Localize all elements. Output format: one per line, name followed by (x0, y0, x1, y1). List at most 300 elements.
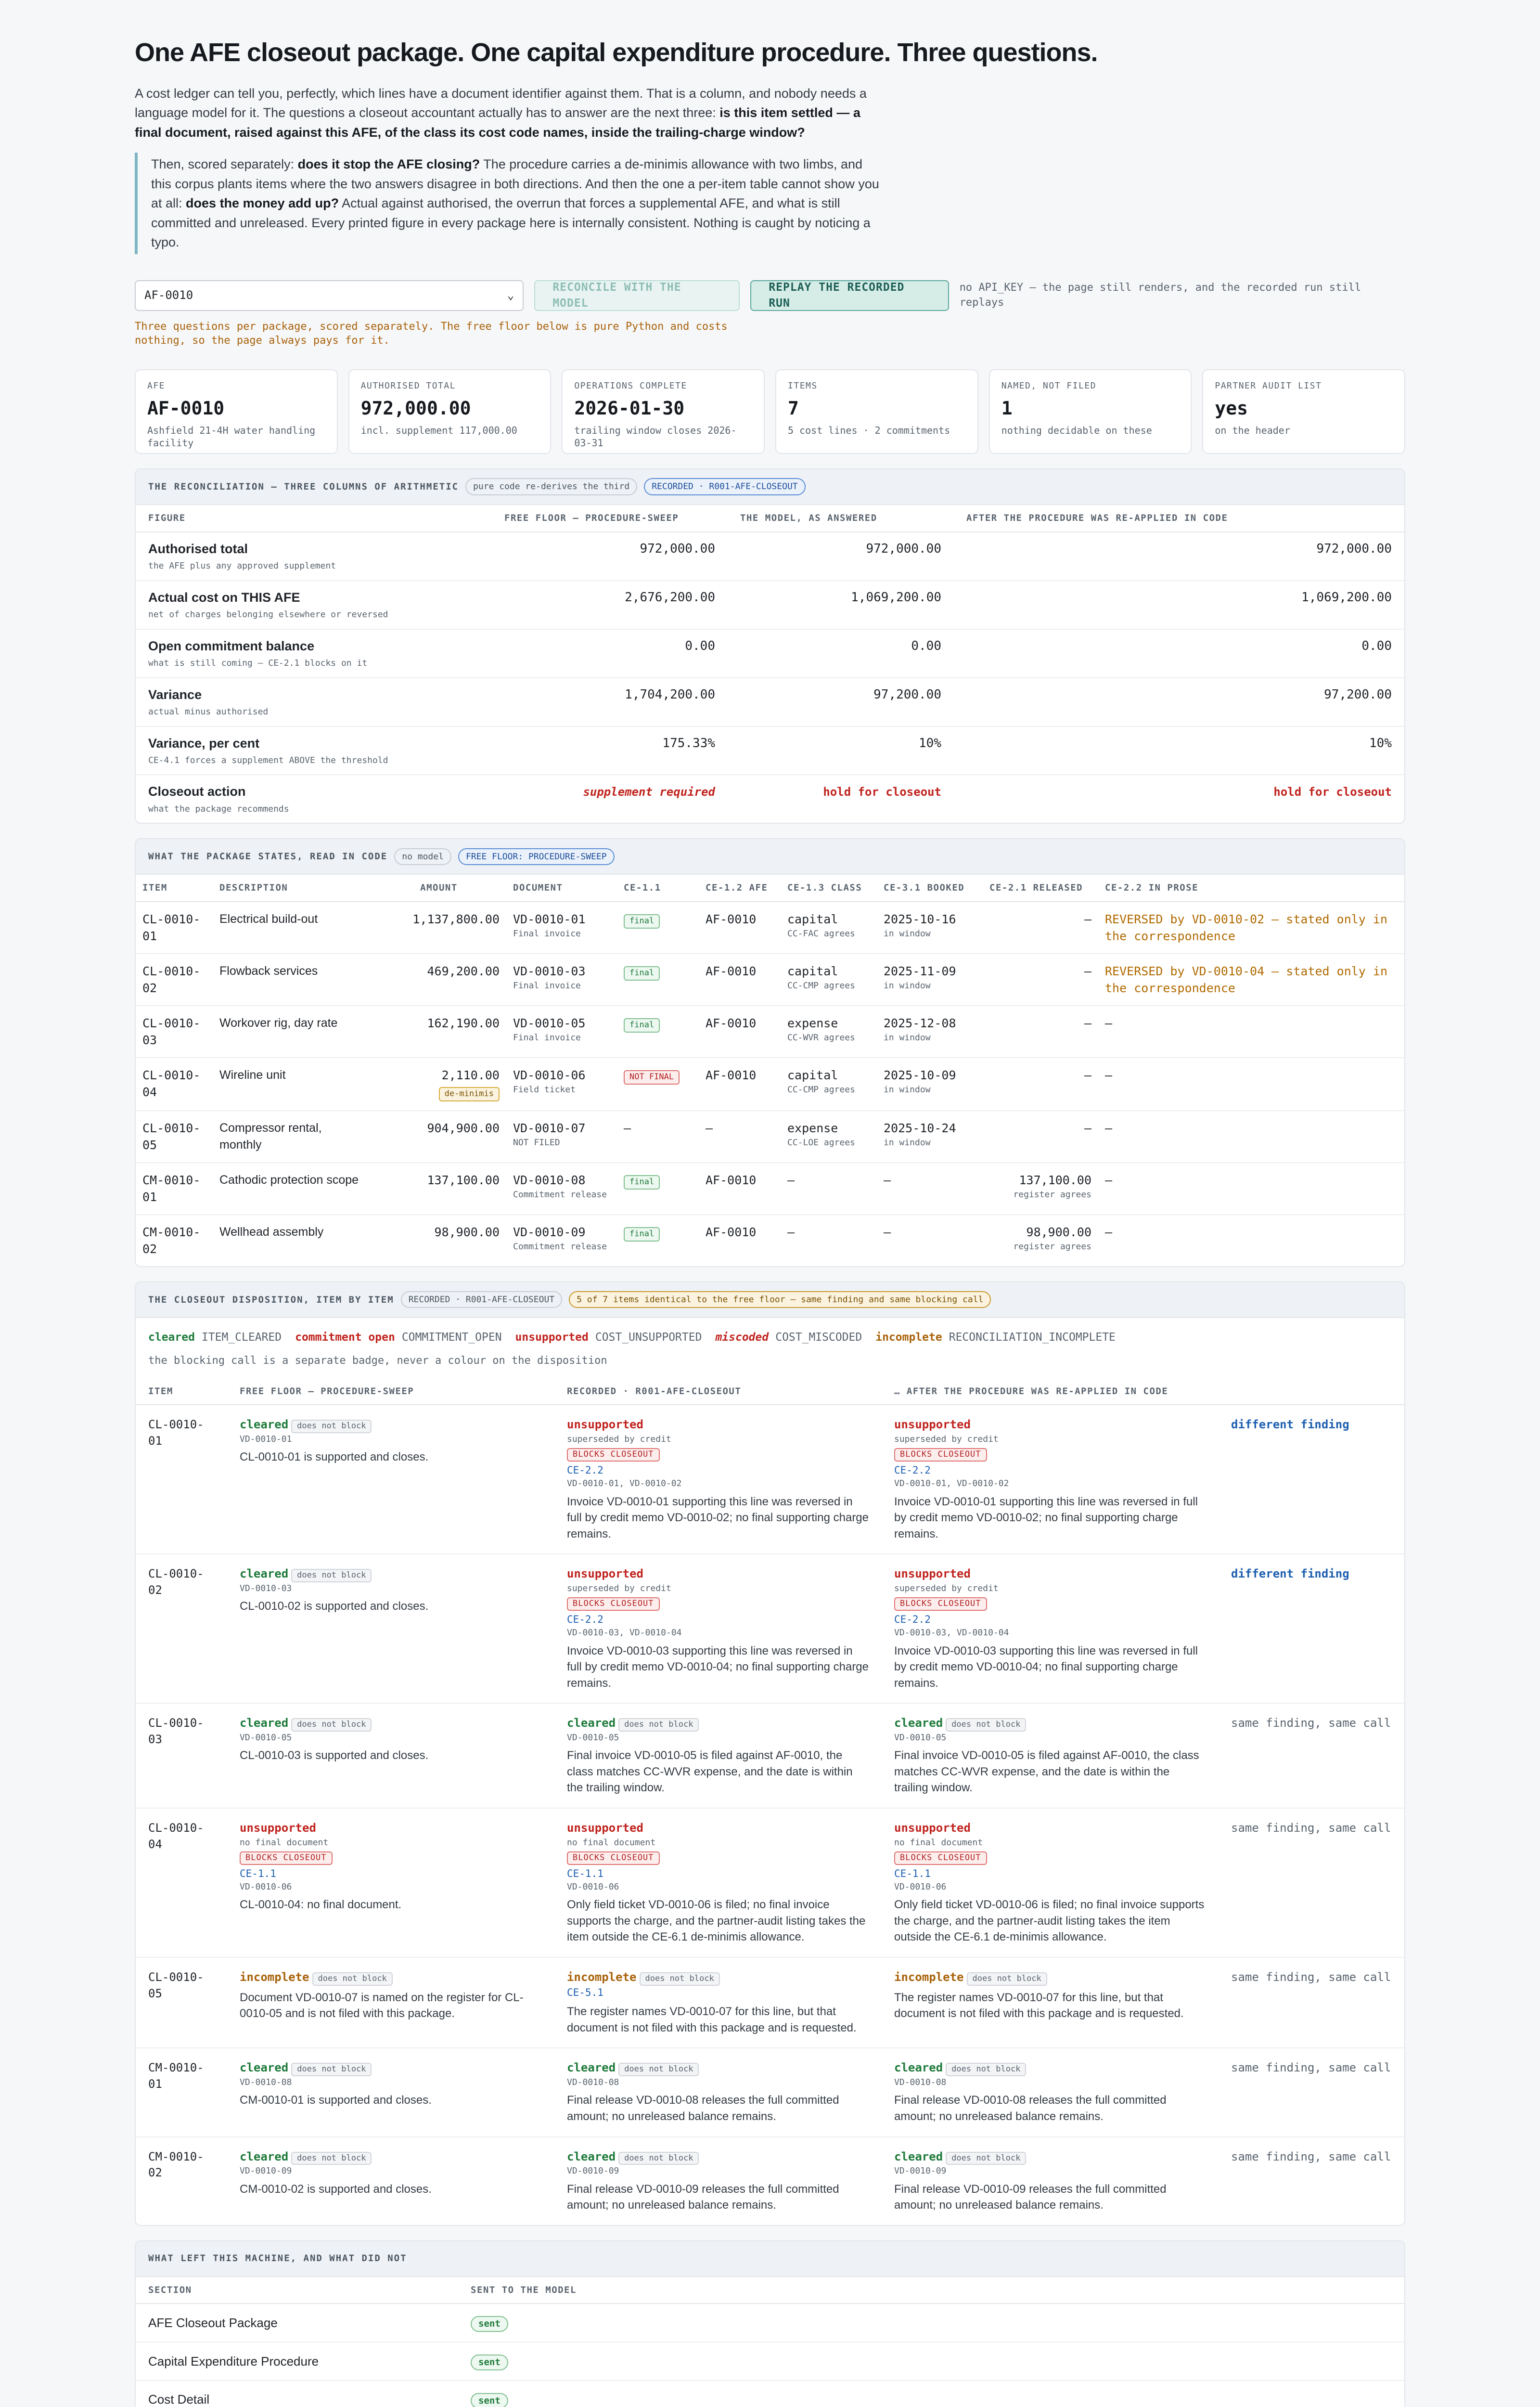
disposition-status (894, 1969, 1206, 1986)
document-cell (506, 1111, 617, 1163)
class-value: — (787, 1173, 795, 1187)
figure-sub: net of charges belonging elsewhere or reversed (148, 609, 388, 620)
booked-value: — (884, 1225, 891, 1239)
item-amount (372, 902, 506, 954)
document-ref: VD-0010-08 (894, 2077, 947, 2088)
status-word: cleared (240, 1418, 289, 1432)
finality-badge: final (624, 1018, 660, 1033)
card-sub: 5 cost lines · 2 commitments (788, 425, 950, 437)
figure-value: 0.00 (954, 629, 1404, 678)
transmission-table (136, 2277, 1404, 2407)
card-sub: on the header (1215, 425, 1290, 437)
column-header: … AFTER THE PROCEDURE WAS RE-APPLIED IN CODE (882, 1378, 1219, 1405)
card-label: AUTHORISED TOTAL (360, 380, 456, 391)
item-description: Electrical build-out (213, 902, 372, 954)
card-value: 2026-01-30 (574, 398, 685, 419)
column-header: CE-3.1 BOOKED (877, 875, 983, 902)
rule-ref: CE-2.2 (894, 1464, 931, 1476)
disposition-explanation: CM-0010-01 is supported and closes. (240, 2094, 432, 2107)
document-ref: VD-0010-01, VD-0010-02 (894, 1478, 1009, 1489)
section-status (458, 2381, 1404, 2407)
item-id: CL-0010-03 (136, 1006, 213, 1058)
prose-cell: REVERSED by VD-0010-02 — stated only in the correspondence (1098, 902, 1404, 954)
class-value: expense (787, 1016, 838, 1031)
verdict-cell: different finding (1219, 1554, 1404, 1703)
status-word: unsupported (894, 1418, 971, 1432)
scoring-note: Three questions per package, scored separately. The free floor below is pure Python and costs nothing, so the page always pays for it. (135, 320, 728, 347)
status-word: unsupported (894, 1821, 971, 1835)
card-label: NAMED, NOT FILED (1001, 380, 1097, 391)
reconcile-button[interactable]: RECONCILE WITH THE MODEL (534, 280, 740, 311)
disposition-legend (136, 1318, 1404, 1350)
document-id: VD-0010-01 (513, 912, 586, 927)
disposition-panel (135, 1281, 1405, 2226)
booked-cell (877, 902, 983, 954)
disposition-explanation: Final release VD-0010-08 releases the full committed amount; no unreleased balance remains. (567, 2094, 839, 2123)
reconciliation-table (136, 505, 1404, 823)
booked-cell (877, 954, 983, 1006)
disposition-status (240, 2060, 542, 2076)
disposition-status (567, 1820, 869, 1837)
class-sub: CC-FAC agrees (787, 929, 855, 939)
transmission-panel (135, 2240, 1405, 2407)
document-id: VD-0010-03 (513, 964, 586, 979)
released-sub: register agrees (1013, 1241, 1091, 1252)
verdict-cell: different finding (1219, 1405, 1404, 1554)
item-id: CL-0010-03 (136, 1703, 227, 1808)
class-value: capital (787, 912, 838, 927)
verdict-cell: same finding, same call (1219, 1808, 1404, 1957)
status-badge: sent (471, 2393, 508, 2407)
class-value: capital (787, 1068, 838, 1083)
document-cell (506, 954, 617, 1006)
run-badge: RECORDED · R001-AFE-CLOSEOUT (644, 478, 805, 495)
disposition-status (567, 1969, 869, 1986)
disposition-cell (227, 2137, 554, 2225)
booked-sub: in window (884, 1085, 931, 1095)
block-row (567, 1445, 869, 1463)
class-cell (781, 902, 877, 954)
afe-cell: AF-0010 (706, 1225, 757, 1239)
rule-ref: CE-1.1 (567, 1867, 603, 1879)
disposition-explanation: Invoice VD-0010-03 supporting this line was reversed in full by credit memo VD-0010-04; no final supporting charge remains. (567, 1644, 869, 1690)
disposition-status (567, 2060, 869, 2076)
amount-value: 904,900.00 (427, 1121, 500, 1135)
rule-ref: CE-5.1 (567, 1986, 603, 1998)
controls-bar (135, 280, 1405, 311)
booked-cell (877, 1006, 983, 1058)
column-header: SENT TO THE MODEL (458, 2277, 1404, 2304)
document-cell (506, 1215, 617, 1266)
item-id: CL-0010-04 (136, 1808, 227, 1957)
disposition-cell (554, 1554, 882, 1703)
status-word: cleared (567, 2149, 616, 2163)
card-value: 972,000.00 (360, 398, 471, 419)
ce11-cell (617, 1058, 699, 1111)
figure-name: Open commitment balance (148, 638, 315, 653)
action-cell (954, 775, 1404, 823)
ce11-cell (617, 1163, 699, 1215)
released-value: — (1084, 964, 1091, 979)
figure-value: 1,704,200.00 (492, 678, 728, 726)
document-ref: VD-0010-06 (894, 1882, 947, 1892)
legend-word: unsupported (515, 1331, 589, 1344)
item-id: CM-0010-01 (136, 2048, 227, 2136)
ce11-cell (617, 1006, 699, 1058)
block-row (894, 1594, 1206, 1613)
status-word: unsupported (240, 1821, 316, 1835)
disposition-cell (227, 1957, 554, 2048)
released-cell (983, 1111, 1098, 1163)
disposition-status (240, 1417, 542, 1433)
disposition-explanation: Final release VD-0010-09 releases the full committed amount; no unreleased balance remains. (894, 2182, 1167, 2212)
item-description: Wireline unit (213, 1058, 372, 1111)
status-sub: superseded by credit (894, 1434, 999, 1445)
figure-value: 0.00 (492, 629, 728, 678)
document-ref: VD-0010-05 (894, 1733, 947, 1743)
disposition-explanation: Only field ticket VD-0010-06 is filed; no final invoice supports the charge, and the partner-audit listing takes the item outside the CE-6.1 de-minimis allowance. (894, 1898, 1205, 1944)
document-type: Final invoice (513, 981, 581, 991)
document-ref: VD-0010-01, VD-0010-02 (567, 1478, 682, 1489)
disposition-status (894, 1820, 1206, 1837)
summary-card (775, 369, 978, 454)
figure-value: 97,200.00 (954, 678, 1404, 726)
class-cell (781, 1058, 877, 1111)
item-id: CL-0010-05 (136, 1957, 227, 2048)
legend-word: miscoded (715, 1331, 769, 1344)
disposition-explanation: Only field ticket VD-0010-06 is filed; no final invoice supports the charge, and the partner-audit listing takes the item outside the CE-6.1 de-minimis allowance. (567, 1898, 866, 1944)
rule-ref: CE-2.2 (567, 1613, 603, 1625)
status-sub: no final document (567, 1837, 656, 1848)
card-sub: Ashfield 21-4H water handling facility (147, 425, 316, 449)
table-row (136, 629, 1404, 678)
item-amount (372, 1006, 506, 1058)
document-cell (506, 902, 617, 954)
disposition-cell (554, 2137, 882, 2225)
column-header: CE-1.3 CLASS (781, 875, 877, 902)
item-id: CL-0010-04 (136, 1058, 213, 1111)
disposition-cell (554, 1405, 882, 1554)
card-value: 7 (788, 398, 799, 419)
rule-ref: CE-2.2 (894, 1613, 931, 1625)
figure-sub: what is still coming — CE-2.1 blocks on it (148, 658, 368, 669)
figure-cell (136, 678, 492, 726)
table-row (136, 954, 1404, 1006)
document-id: VD-0010-09 (513, 1225, 586, 1239)
class-sub: CC-CMP agrees (787, 1085, 855, 1095)
section-status (458, 2303, 1404, 2342)
summary-card (135, 369, 338, 454)
status-word: cleared (240, 2149, 289, 2163)
disposition-cell (882, 1703, 1219, 1808)
card-label: PARTNER AUDIT LIST (1215, 380, 1322, 391)
document-type: Commitment release (513, 1189, 607, 1200)
blocks-closeout-badge: BLOCKS CLOSEOUT (894, 1448, 987, 1462)
amount-value: 1,137,800.00 (412, 912, 500, 927)
document-ref: VD-0010-03, VD-0010-04 (567, 1628, 682, 1638)
figure-value: 10% (728, 726, 954, 775)
document-id: VD-0010-07 (513, 1121, 586, 1135)
replay-button[interactable]: REPLAY THE RECORDED RUN (750, 280, 949, 311)
card-sub: trailing window closes 2026-03-31 (574, 425, 737, 449)
disposition-cell (227, 1405, 554, 1554)
figure-value: 972,000.00 (492, 532, 728, 581)
released-value: 137,100.00 (1019, 1173, 1091, 1187)
afe-cell: AF-0010 (699, 1006, 781, 1058)
block-row (567, 1849, 869, 1867)
legend-item (875, 1331, 1122, 1344)
disposition-cell (882, 2048, 1219, 2136)
table-row (136, 902, 1404, 954)
class-value: expense (787, 1121, 838, 1135)
table-row (136, 1215, 1404, 1266)
status-word: cleared (567, 1716, 616, 1730)
block-row (894, 1445, 1206, 1463)
status-badge: sent (471, 2355, 508, 2370)
figure-sub: what the package recommends (148, 804, 289, 815)
disposition-status (567, 1566, 869, 1582)
legend-item (715, 1331, 869, 1344)
finality-badge: NOT FINAL (624, 1070, 680, 1085)
item-amount (372, 1058, 506, 1111)
page-title: One AFE closeout package. One capital expenditure procedure. Three questions. (135, 38, 1098, 67)
table-row (136, 1111, 1404, 1163)
item-id: CL-0010-01 (136, 1405, 227, 1554)
block-tag: does not block (946, 2063, 1026, 2076)
afe-cell: AF-0010 (699, 902, 781, 954)
document-cell (506, 1006, 617, 1058)
status-word: cleared (894, 2149, 943, 2163)
amount-value: 162,190.00 (427, 1016, 500, 1031)
released-cell (983, 1058, 1098, 1111)
column-header: ITEM (136, 875, 213, 902)
finality-badge: final (624, 966, 660, 981)
status-sub: no final document (240, 1837, 329, 1848)
disposition-status (894, 1715, 1206, 1732)
card-value: AF-0010 (147, 398, 225, 419)
summary-card (1202, 369, 1405, 454)
table-row (136, 726, 1404, 775)
item-description: Compressor rental, monthly (213, 1111, 372, 1163)
disposition-status (567, 1715, 869, 1732)
table-row (136, 1554, 1404, 1703)
figure-name: Variance, per cent (148, 736, 260, 751)
table-row (136, 1058, 1404, 1111)
document-ref: VD-0010-05 (567, 1733, 619, 1743)
de-minimis-badge: de-minimis (439, 1087, 500, 1101)
column-header: RECORDED · R001-AFE-CLOSEOUT (554, 1378, 882, 1405)
block-tag: does not block (967, 1972, 1047, 1986)
item-description: Flowback services (213, 954, 372, 1006)
amount-value: 98,900.00 (434, 1225, 500, 1239)
class-sub: CC-WVR agrees (787, 1033, 855, 1043)
column-header: THE MODEL, AS ANSWERED (728, 505, 954, 532)
disposition-explanation: The register names VD-0010-07 for this line, but that document is not filed with this package and is requested. (567, 2005, 857, 2034)
released-cell (983, 902, 1098, 954)
section-name: Capital Expenditure Procedure (136, 2342, 458, 2381)
document-cell (506, 1163, 617, 1215)
document-ref: VD-0010-09 (567, 2166, 619, 2176)
status-word: unsupported (567, 1821, 643, 1835)
status-badge: pure code re-derives the third (465, 478, 637, 495)
booked-value: — (884, 1173, 891, 1187)
block-tag: does not block (618, 2152, 699, 2165)
figure-cell (136, 532, 492, 581)
ce11-cell (617, 902, 699, 954)
figure-value: 175.33% (492, 726, 728, 775)
disposition-status (894, 1566, 1206, 1582)
amount-value: 2,110.00 (441, 1068, 500, 1083)
status-word: incomplete (567, 1970, 637, 1984)
status-word: cleared (240, 2061, 289, 2075)
booked-sub: in window (884, 1137, 931, 1148)
document-ref: VD-0010-09 (894, 2166, 947, 2176)
block-tag: does not block (312, 1972, 393, 1986)
legend-word: incomplete (875, 1331, 942, 1344)
legend-code: ITEM_CLEARED (201, 1331, 282, 1344)
figure-cell (136, 775, 492, 823)
card-label: ITEMS (788, 380, 818, 391)
block-tag: does not block (618, 1718, 699, 1732)
released-cell (983, 954, 1098, 1006)
figure-value: 1,069,200.00 (954, 581, 1404, 629)
class-cell (781, 1006, 877, 1058)
prose-cell: — (1098, 1163, 1404, 1215)
document-id: VD-0010-06 (513, 1068, 586, 1083)
released-sub: register agrees (1013, 1189, 1091, 1200)
states-table (136, 875, 1404, 1266)
status-sub: no final document (894, 1837, 983, 1848)
agreement-badge: 5 of 7 items identical to the free floor — same finding and same blocking call (569, 1291, 991, 1308)
released-value: — (1084, 1016, 1091, 1031)
item-id: CL-0010-02 (136, 954, 213, 1006)
document-id: VD-0010-05 (513, 1016, 586, 1031)
disposition-explanation: CL-0010-01 is supported and closes. (240, 1450, 429, 1464)
class-cell (781, 954, 877, 1006)
legend-item (295, 1331, 508, 1344)
item-id: CM-0010-02 (142, 1225, 201, 1256)
status-sub: superseded by credit (894, 1583, 999, 1593)
legend-code: RECONCILIATION_INCOMPLETE (949, 1331, 1116, 1344)
disposition-status (240, 1820, 542, 1837)
booked-cell (877, 1058, 983, 1111)
item-amount (372, 1111, 506, 1163)
block-tag: does not block (291, 1718, 372, 1732)
released-value: — (1084, 1068, 1091, 1083)
column-header: CE-2.1 RELEASED (983, 875, 1098, 902)
figure-value: 10% (954, 726, 1404, 775)
legend-note: the blocking call is a separate badge, never a colour on the disposition (148, 1355, 607, 1367)
block-tag: does not block (291, 1569, 372, 1582)
disposition-explanation: Invoice VD-0010-03 supporting this line was reversed in full by credit memo VD-0010-04; no final supporting charge remains. (894, 1644, 1198, 1690)
figure-sub: CE-4.1 forces a supplement ABOVE the threshold (148, 755, 388, 766)
disposition-cell (554, 1703, 882, 1808)
column-header: FREE FLOOR — PROCEDURE-SWEEP (492, 505, 728, 532)
booked-sub: in window (884, 981, 931, 991)
item-amount (372, 1163, 506, 1215)
disposition-cell (554, 2048, 882, 2136)
block-tag: does not block (640, 1972, 720, 1986)
afe-cell: AF-0010 (699, 954, 781, 1006)
card-value: yes (1215, 398, 1248, 419)
disposition-status (240, 1969, 542, 1986)
class-cell (781, 1111, 877, 1163)
table-row (136, 2342, 1404, 2381)
verdict-cell: same finding, same call (1219, 1703, 1404, 1808)
section-name: Cost Detail (136, 2381, 458, 2407)
blocks-closeout-badge: BLOCKS CLOSEOUT (567, 1851, 660, 1865)
prose-cell: — (1105, 1225, 1113, 1239)
booked-value: 2025-10-09 (884, 1068, 956, 1083)
booked-cell (877, 1215, 983, 1266)
figure-cell (136, 581, 492, 629)
legend-word: commitment open (295, 1331, 395, 1344)
disposition-cell (227, 1808, 554, 1957)
rule-ref: CE-1.1 (894, 1867, 931, 1879)
class-sub: CC-LOE agrees (787, 1137, 855, 1148)
card-value: 1 (1001, 398, 1013, 419)
table-row (136, 775, 1404, 823)
table-row (136, 1163, 1404, 1215)
column-header: AFTER THE PROCEDURE WAS RE-APPLIED IN CODE (954, 505, 1404, 532)
card-label: OPERATIONS COMPLETE (574, 380, 687, 391)
blocks-closeout-badge: BLOCKS CLOSEOUT (894, 1597, 987, 1611)
document-ref: VD-0010-08 (240, 2077, 292, 2088)
table-row (136, 1808, 1404, 1957)
class-cell (781, 1163, 877, 1215)
blocks-closeout-badge: BLOCKS CLOSEOUT (567, 1597, 660, 1611)
finality-badge: final (624, 914, 660, 929)
disposition-explanation: Invoice VD-0010-01 supporting this line was reversed in full by credit memo VD-0010-02; no final supporting charge remains. (894, 1495, 1198, 1540)
states-panel (135, 838, 1405, 1267)
released-cell (983, 1163, 1098, 1215)
blocks-closeout-badge: BLOCKS CLOSEOUT (567, 1448, 660, 1462)
status-badge: sent (471, 2316, 508, 2332)
finality-badge: final (624, 1227, 660, 1242)
table-row (136, 1006, 1404, 1058)
block-tag: does not block (291, 2063, 372, 2076)
column-header: DOCUMENT (506, 875, 617, 902)
status-sub: superseded by credit (567, 1583, 671, 1593)
table-row (136, 1405, 1404, 1554)
summary-card (562, 369, 765, 454)
status-word: cleared (240, 1567, 289, 1581)
status-word: incomplete (240, 1970, 309, 1984)
figure-value: 1,069,200.00 (728, 581, 954, 629)
booked-value: 2025-10-24 (884, 1121, 956, 1135)
column-header: ITEM (136, 1378, 227, 1405)
prose-cell: REVERSED by VD-0010-04 — stated only in the correspondence (1098, 954, 1404, 1006)
api-key-hint: no API_KEY — the page still renders, and the recorded run still replays (959, 281, 1361, 309)
figure-cell (136, 629, 492, 678)
rule-ref: CE-1.1 (240, 1867, 276, 1879)
prose-cell: — (1098, 1058, 1404, 1111)
figure-value: 972,000.00 (954, 532, 1404, 581)
summary-cards (135, 369, 1405, 454)
card-label: AFE (147, 380, 166, 391)
section-status (458, 2342, 1404, 2381)
action-cell (728, 775, 954, 823)
item-description: Workover rig, day rate (213, 1006, 372, 1058)
block-row (567, 1594, 869, 1613)
document-ref: VD-0010-08 (567, 2077, 619, 2088)
afe-select[interactable]: AF-0010 ⌄ (135, 280, 524, 311)
table-row (136, 2303, 1404, 2342)
ce11-cell (617, 1215, 699, 1266)
document-ref: VD-0010-09 (240, 2166, 292, 2176)
ce11-cell: — (617, 1111, 699, 1163)
disposition-explanation: Document VD-0010-07 is named on the register for CL-0010-05 and is not filed with this package. (240, 1991, 524, 2020)
